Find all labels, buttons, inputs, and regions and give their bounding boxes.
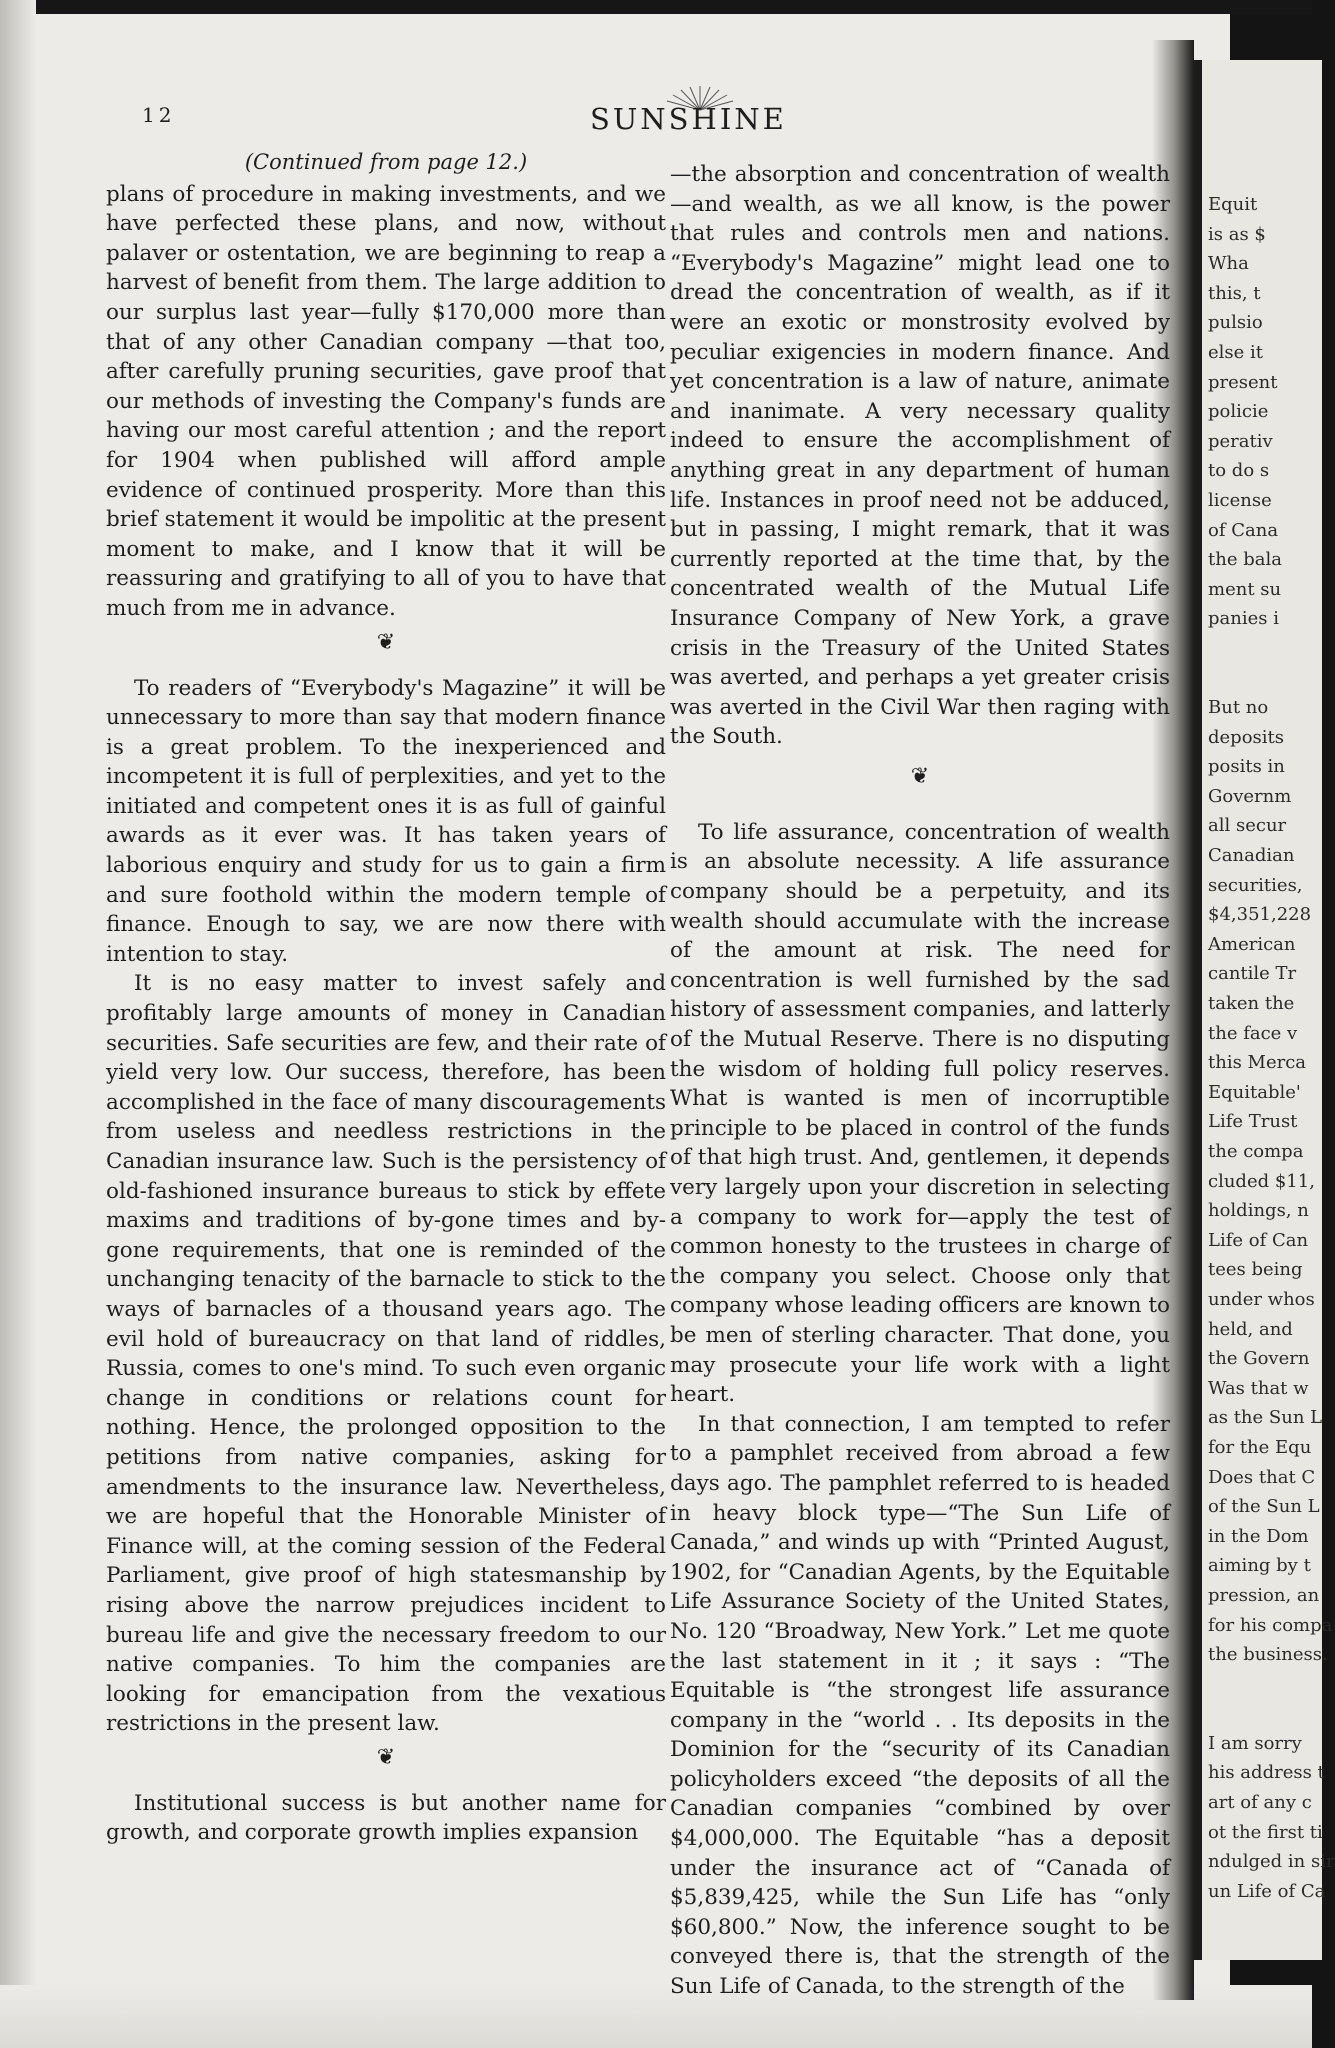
flower-ornament-icon: ❦ (376, 1744, 396, 1770)
facing-page-line: else it (1208, 341, 1264, 363)
facing-page-line: of the Sun L (1208, 1496, 1320, 1518)
facing-page-line: to do s (1208, 460, 1270, 482)
facing-page-line: cantile Tr (1208, 963, 1297, 985)
facing-page-line: license (1208, 489, 1272, 511)
facing-page-line: Life of Can (1208, 1229, 1309, 1251)
facing-page-line: holdings, n (1208, 1200, 1309, 1222)
facing-page-line: panies i (1208, 608, 1279, 630)
facing-page-line: present (1208, 371, 1278, 393)
facing-page-line: held, and (1208, 1318, 1293, 1340)
facing-page-line: is as $ (1208, 223, 1266, 245)
facing-page-line: Governm (1208, 785, 1292, 807)
facing-page-line: But no (1208, 697, 1269, 719)
facing-page-line (1208, 1699, 1335, 1729)
facing-page-line: art of any c (1208, 1792, 1312, 1814)
paragraph: It is no easy matter to invest safely and profitably large amounts of money in Canadian securities. Safe securities are few, and their rate of yield very low. Our success, therefore, has been accomplished in the face of many discouragements from useless and needless restrictions in the Canadian insurance law. Such is the persistency of old-fashioned insurance bureaus to stick by effete maxims and traditions of by-gone times and by-gone requirements, that one is reminded of the unchanging tenacity of the barnacle to stick to the ways of barnacles of a thousand years ago. The evil hold of bureaucracy on that land of riddles, Russia, comes to one's mind. To such even organic change in conditions or relations count for nothing. Hence, the prolonged opposition to the petitions from native companies, asking for amendments to the insurance law. Nevertheless, we are hopeful that the Honorable Minister of Finance will, at the coming session of the Federal Parliament, give proof of high statesmanship by rising above the narrow prejudices incident to bureau life and give the necessary freedom to our native companies. To him the companies are looking for emancipation from the vexatious restrictions in the present law. (106, 971, 666, 1737)
paragraph: —the absorption and concentration of wealth—and wealth, as we all know, is the power that rules and controls men and nations. “Everybody's Magazine” might lead one to dread the concentration of wealth, as if it were an exotic or monstrosity evolved by peculiar exigencies in modern finance. And yet concentration is a law of nature, animate and inanimate. A very necessary quality indeed to ensure the accomplishment of anything great in any department of human life. Instances in proof need not be adduced, but in passing, I might remark, that it was currently reported at the time that, by the concentrated wealth of the Mutual Life Insurance Company of New York, a grave crisis in the Treasury of the United States was averted, and perhaps a yet greater crisis was averted in the Civil War then raging with the South. (670, 162, 1170, 750)
facing-page-line: Wha (1208, 253, 1249, 275)
facing-page-line: Life Trust (1208, 1111, 1298, 1133)
facing-page-line: the business. (1208, 1644, 1328, 1666)
facing-page-line: pulsio (1208, 312, 1263, 334)
facing-page-line: under whos (1208, 1288, 1315, 1310)
facing-page-line: pression, an (1208, 1584, 1320, 1606)
facing-page-line: aiming by t (1208, 1555, 1311, 1577)
facing-page-line: his address t (1208, 1762, 1325, 1784)
paragraph: plans of procedure in making investments, and we have perfected these plans, and now, without palaver or ostentation, we are beginning to reap a harvest of benefit from them. The large addition to our surplus last year—fully $170,000 more than that of any other Canadian company —that too, after carefully pruning securities, gave proof that our methods of investing the Company's funds are having our most careful attention ; and the report for 1904 when published will afford ample evidence of continued prosperity. More than this brief statement it would be impolitic at the present moment to make, and I know that it will be reassuring and gratifying to all of you to have that much from me in advance. (106, 181, 666, 621)
facing-page-line: of Cana (1208, 519, 1279, 541)
flower-ornament-icon: ❦ (910, 763, 930, 789)
facing-page-line: the bala (1208, 549, 1282, 571)
facing-page-line: posits in (1208, 756, 1285, 778)
facing-page-line: the compa (1208, 1141, 1304, 1162)
paragraph: To readers of “Everybody's Magazine” it will be unnecessary to more than say that modern finance is a great problem. To the inexperienced and incompetent it is full of perplexities, and yet to the initiated and competent ones it is as full of gainful awards as it ever was. It has taken years of laborious enquiry and study for us to gain a firm and sure foothold within the modern temple of finance. Enough to say, we are now there with intention to stay. (106, 675, 666, 967)
facing-page-line: the Govern (1208, 1348, 1310, 1370)
facing-page-line (1208, 1670, 1335, 1700)
column-right (670, 160, 1170, 2002)
flower-ornament-icon: ❦ (376, 629, 396, 655)
facing-page-line: as the Sun L (1208, 1407, 1323, 1429)
facing-page-line: ot the first ti (1208, 1821, 1323, 1843)
facing-page-line: in the Dom (1208, 1525, 1309, 1547)
paragraph: Institutional success is but another name for growth, and corporate growth implies expansion (106, 1790, 666, 1846)
facing-page (1192, 60, 1335, 1960)
facing-page-line: I am sorry (1208, 1732, 1302, 1754)
facing-page-line: deposits (1208, 726, 1284, 748)
facing-page-line: this Merca (1208, 1052, 1307, 1074)
facing-page-line: perativ (1208, 430, 1273, 452)
facing-page-line: ment su (1208, 578, 1282, 600)
facing-page-line: policie (1208, 401, 1269, 423)
facing-page-line: all secur (1208, 815, 1287, 837)
facing-page-line (1208, 664, 1335, 694)
paragraph: To life assurance, concentration of wealth is an absolute necessity. A life assurance company should be a perpetuity, and its wealth should accumulate with the increase of the amount at risk. The need for concentration is well furnished by the sad history of assessment companies, and latterly of the Mutual Reserve. There is no disputing the wisdom of holding full policy reserves. What is wanted is men of incorruptible principle to be placed in control of the funds of that high trust. And, gentlemen, it depends very largely upon your discretion in selecting a company to work for—apply the test of common honesty to the trustees in charge of the company you select. Choose only that company whose leading officers are known to be men of sterling character. That done, you may prosecute your life work with a light heart. (670, 819, 1170, 1408)
facing-page-line: for his compa (1208, 1614, 1333, 1636)
facing-page-line: for the Equ (1208, 1436, 1312, 1458)
paragraph: In that connection, I am tempted to refer to a pamphlet received from abroad a few days ago. The pamphlet referred to is headed in heavy block type—“The Sun Life of Canada,” and winds up with “Printed August, 1902, for “Canadian Agents, by the Equitable Life Assurance Society of the United States, No. 120 “Broadway, New York.” Let me quote the last statement in it ; it says : “The Equitable is “the strongest life assurance company in the “world . . Its deposits in the Dominion for the “security of its Canadian policyholders exceed “the deposits of all the Canadian companies “combined by over $4,000,000. The Equitable “has a deposit under the insurance act of “Canada of $5,839,425, while the Sun Life has “only $60,800.” Now, the inference sought to be conveyed there is, that the strength of the Sun Life of Canada, to the strength of the (670, 1411, 1170, 2000)
scan-top-edge (0, 0, 1312, 14)
masthead: SUNSHINE (590, 102, 787, 136)
facing-page-line: the face v (1208, 1022, 1298, 1044)
facing-page-line: $4,351,228 (1208, 904, 1312, 926)
facing-page-text (1202, 190, 1335, 1906)
facing-page-line: securities, (1208, 874, 1303, 896)
facing-page-line: Was that w (1208, 1377, 1309, 1399)
facing-page-line: un Life of Ca (1208, 1880, 1326, 1902)
facing-page-line: Equitable' (1208, 1081, 1301, 1103)
page-number: 12 (142, 103, 176, 127)
facing-page-line: American (1208, 933, 1296, 955)
facing-page-line: ndulged in sir (1208, 1851, 1335, 1873)
facing-page-line (1208, 634, 1335, 664)
facing-page-line: Equit (1208, 194, 1258, 215)
facing-page-line: Does that C (1208, 1466, 1316, 1488)
facing-page-line: tees being (1208, 1259, 1303, 1281)
facing-page-line: Canadian (1208, 845, 1295, 867)
continued-note: (Continued from page 12.) (244, 150, 528, 174)
facing-page-line: cluded $11, (1208, 1170, 1315, 1192)
column-left (106, 148, 666, 1848)
page-left-shadow (0, 0, 36, 2048)
facing-page-line: this, t (1208, 282, 1261, 304)
facing-page-line: taken the (1208, 993, 1295, 1015)
